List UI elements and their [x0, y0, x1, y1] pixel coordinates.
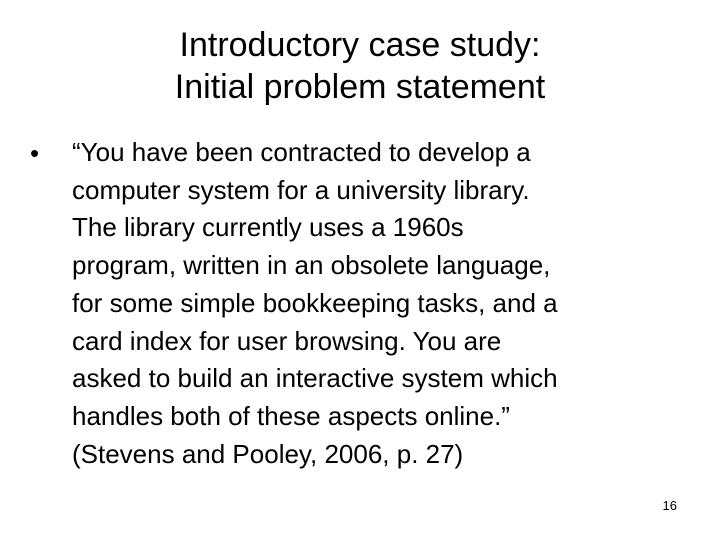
bullet-line: card index for user browsing. You are [72, 325, 502, 356]
bullet-line: “You have been contracted to develop a [72, 137, 531, 167]
title-line-2: Initial problem statement [174, 68, 546, 106]
bullet-icon: • [30, 138, 40, 168]
bullet-line: asked to build an interactive system which [72, 363, 558, 394]
bullet-item [30, 134, 700, 473]
bullet-line: The library currently uses a 1960s [72, 212, 464, 243]
bullet-line: (Stevens and Pooley, 2006, p. 27) [72, 438, 464, 469]
slide-body [30, 134, 700, 473]
page-number: 16 [662, 498, 677, 513]
slide-title [0, 24, 720, 108]
bullet-text [72, 134, 700, 473]
bullet-line: program, written in an obsolete language, [72, 250, 551, 281]
title-line-1: Introductory case study: [179, 26, 541, 64]
bullet-line: computer system for a university library. [72, 174, 530, 205]
bullet-line: handles both of these aspects online.” [72, 400, 510, 431]
bullet-line: for some simple bookkeeping tasks, and a [72, 287, 558, 318]
